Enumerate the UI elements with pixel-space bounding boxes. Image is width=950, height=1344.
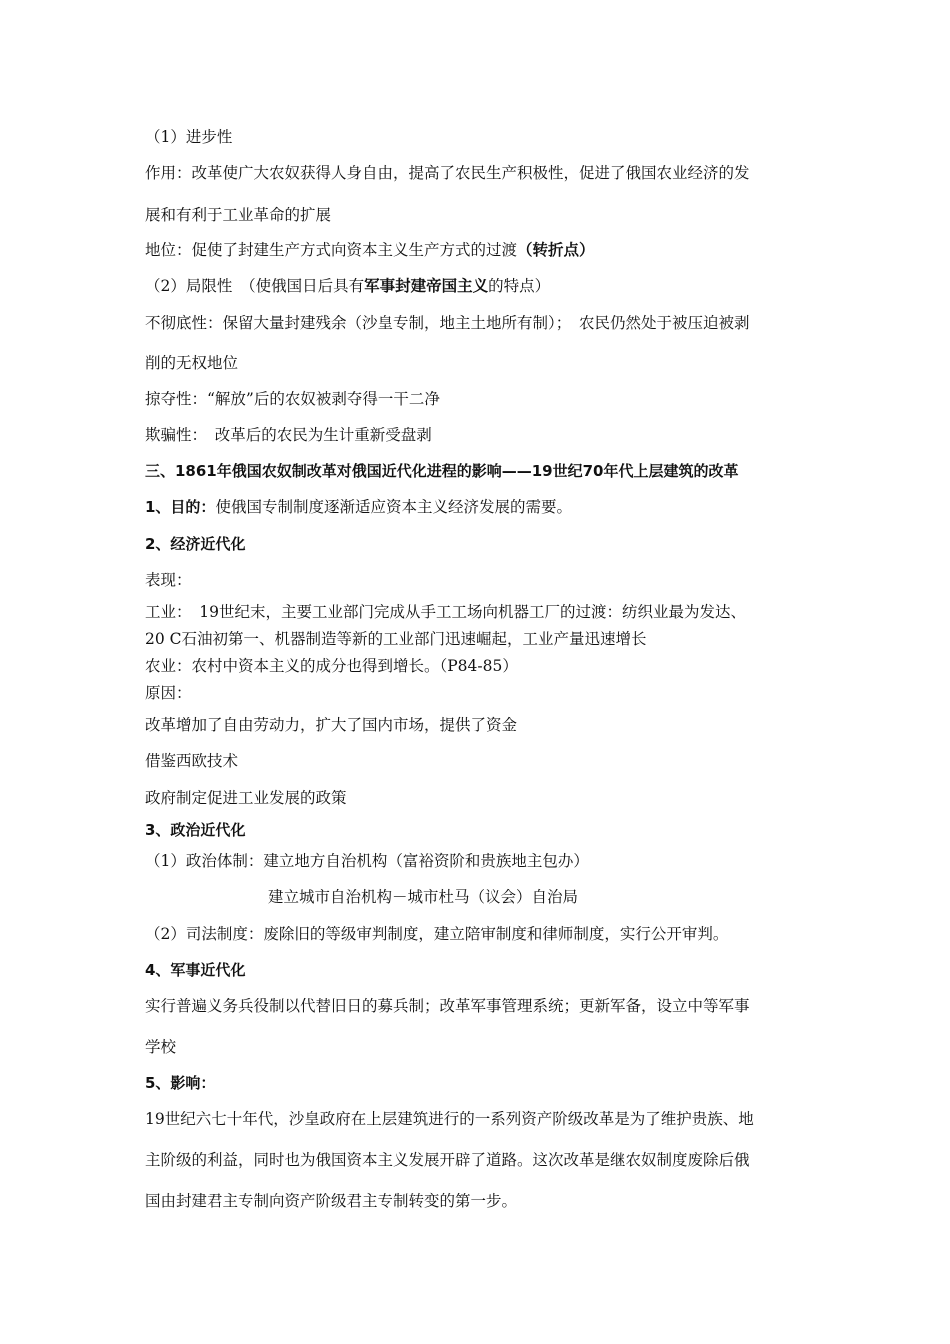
econ-title: 2、经济近代化 (145, 535, 246, 553)
impact-title: 5、影响： (145, 1074, 216, 1092)
incomplete-line1: 不彻底性：保留大量封建残余（沙皇专制，地主土地所有制）； 农民仍然处于被压迫被剥 (145, 314, 750, 332)
reason-3: 政府制定促进工业发展的政策 (145, 789, 347, 807)
effect-label: 作用： (145, 164, 192, 182)
military-title: 4、军事近代化 (145, 961, 246, 979)
effect-text: 改革使广大农奴获得人身自由，提高了农民生产积极性，促进了俄国农业经济的发 (191, 164, 750, 182)
reason-2: 借鉴西欧技术 (145, 752, 239, 770)
reason-label: 原因： (145, 684, 192, 702)
purpose-text: 使俄国专制制度逐渐适应资本主义经济发展的需要。 (215, 498, 572, 516)
plunder-line: 掠夺性：“解放”后的农奴被剥夺得一干二净 (145, 390, 440, 408)
military-line1: 实行普遍义务兵役制以代替旧日的募兵制；改革军事管理系统；更新军备，设立中等军事 (145, 997, 750, 1015)
limitation-header (145, 276, 850, 296)
politics-title: 3、政治近代化 (145, 821, 246, 839)
impact-line2: 主阶级的利益，同时也为俄国资本主义发展开辟了道路。这次改革是继农奴制度废除后俄 (145, 1151, 750, 1169)
manifest-label: 表现： (145, 571, 192, 589)
politics-item1-continued: 建立城市自治机构－城市杜马（议会）自治局 (268, 888, 579, 906)
progress-header: （1）进步性 (145, 128, 233, 146)
impact-line1: 19世纪六七十年代，沙皇政府在上层建筑进行的一系列资产阶级改革是为了维护贵族、地 (145, 1110, 754, 1128)
limitation-bold: 军事封建帝国主义 (364, 276, 489, 295)
limitation-prefix: （2）局限性 （使俄国日后具有 (145, 277, 365, 295)
section3-title: 三、1861年俄国农奴制改革对俄国近代化进程的影响——19世纪70年代上层建筑的改革 (145, 462, 739, 480)
politics-item2: （2）司法制度：废除旧的等级审判制度，建立陪审制度和律师制度，实行公开审判。 (145, 925, 729, 943)
military-line2: 学校 (145, 1038, 177, 1056)
limitation-suffix: 的特点） (488, 277, 551, 295)
politics-item1: （1）政治体制：建立地方自治机构（富裕资阶和贵族地主包办） (145, 852, 589, 870)
effect-paragraph-line1 (145, 163, 850, 183)
purpose-line (145, 497, 850, 517)
impact-line3: 国由封建君主专制向资产阶级君主专制转变的第一步。 (145, 1192, 518, 1210)
effect-paragraph-line2: 展和有利于工业革命的扩展 (145, 206, 332, 224)
reason-1: 改革增加了自由劳动力，扩大了国内市场，提供了资金 (145, 716, 518, 734)
status-text: 地位：促使了封建生产方式向资本主义生产方式的过渡 (145, 241, 518, 259)
industry-line1: 工业： 19世纪末，主要工业部门完成从手工工场向机器工厂的过渡：纺织业最为发达、 (145, 603, 746, 621)
industry-line2: 20 C石油初第一、机器制造等新的工业部门迅速崛起，工业产量迅速增长 (145, 630, 647, 648)
agriculture-line: 农业：农村中资本主义的成分也得到增长。（P84-85） (145, 657, 518, 675)
purpose-label: 1、目的： (145, 498, 216, 516)
status-line (145, 240, 850, 260)
incomplete-line2: 削的无权地位 (145, 354, 239, 372)
status-bold: （转折点） (517, 240, 595, 259)
deceive-line: 欺骗性： 改革后的农民为生计重新受盘剥 (145, 426, 432, 444)
